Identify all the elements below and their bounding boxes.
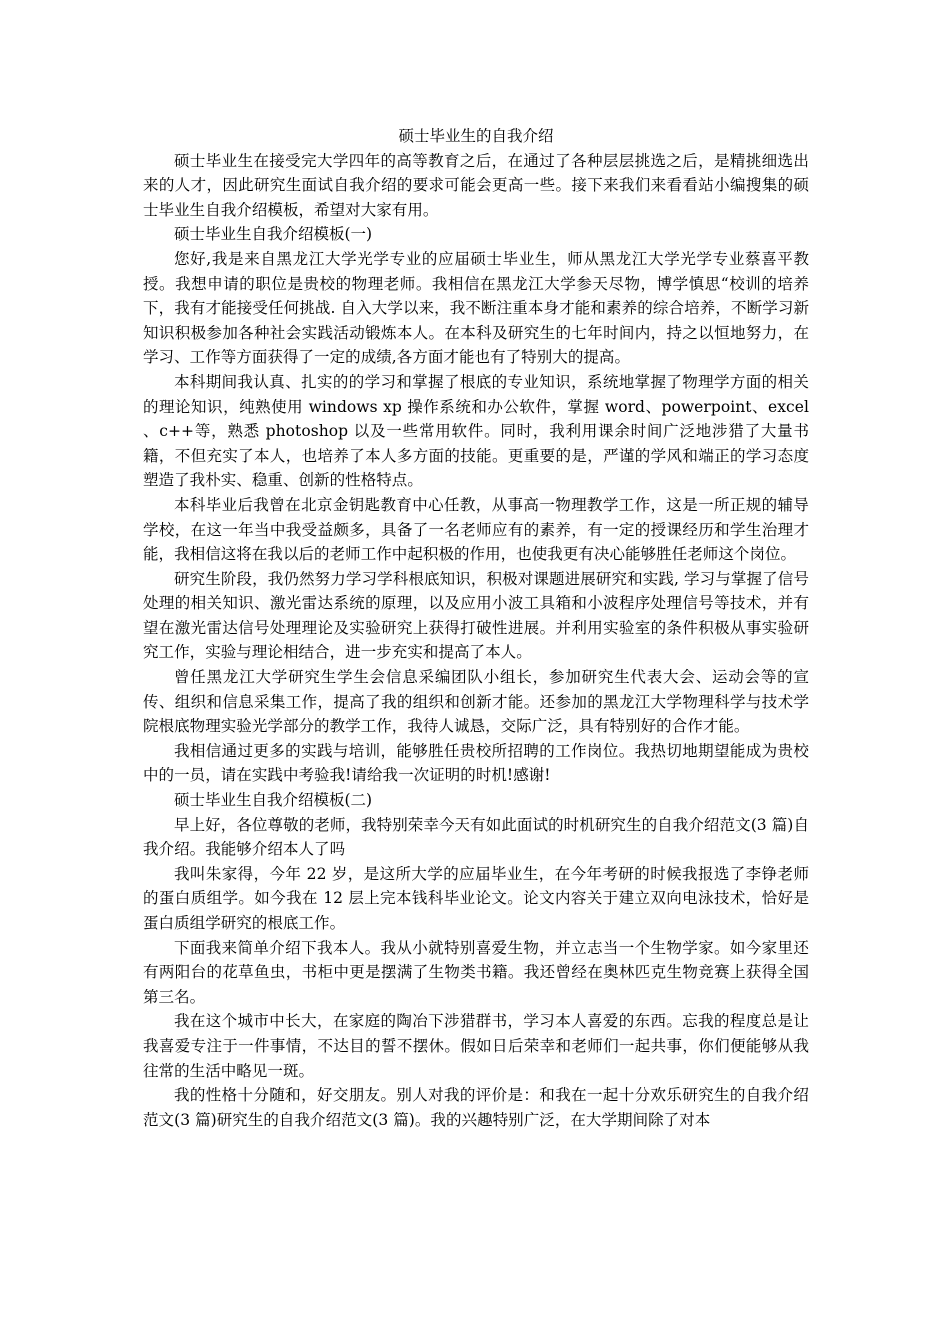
paragraph: 我相信通过更多的实践与培训，能够胜任贵校所招聘的工作岗位。我热切地期望能成为贵校中的一员，请在实践中考验我!请给我一次证明的时机!感谢! bbox=[143, 741, 809, 785]
paragraph: 下面我来简单介绍下我本人。我从小就特别喜爱生物，并立志当一个生物学家。如今家里还有两阳台的花草鱼虫，书柜中更是摆满了生物类书籍。我还曾经在奥林匹克生物竞赛上获得全国第三名。 bbox=[143, 938, 809, 1006]
document-title: 硕士毕业生的自我介绍 bbox=[398, 127, 554, 145]
paragraph: 研究生阶段，我仍然努力学习学科根底知识，积极对课题进展研究和实践, 学习与掌握了信号处理的相关知识、激光雷达系统的原理，以及应用小波工具箱和小波程序处理信号等技术，并有望在激光雷达信号处理理论及实验研究上获得打破性进展。并利用实验室的条件积极从事实验研究工作，实验与理论相结合，进一步充实和提高了本人。 bbox=[143, 569, 809, 662]
intro-paragraph: 硕士毕业生在接受完大学四年的高等教育之后，在通过了各种层层挑选之后，是精挑细选出来的人才，因此研究生面试自我介绍的要求可能会更高一些。接下来我们来看看站小编搜集的硕士毕业生自我介绍模板，希望对大家有用。 bbox=[143, 151, 809, 219]
paragraph: 本科毕业后我曾在北京金钥匙教育中心任教，从事高一物理教学工作，这是一所正规的辅导学校，在这一年当中我受益颇多，具备了一名老师应有的素养，有一定的授课经历和学生治理才能，我相信这将在我以后的老师工作中起积极的作用，也使我更有决心能够胜任老师这个岗位。 bbox=[143, 495, 809, 564]
paragraph: 我在这个城市中长大，在家庭的陶冶下涉猎群书，学习本人喜爱的东西。忘我的程度总是让我喜爱专注于一件事情，不达目的誓不摆休。假如日后荣幸和老师们一起共事，你们便能够从我往常的生活中略见一斑。 bbox=[143, 1012, 809, 1080]
document-page bbox=[143, 124, 809, 1132]
section-heading-template-1: 硕士毕业生自我介绍模板(一) bbox=[174, 225, 373, 244]
section-heading-template-2: 硕士毕业生自我介绍模板(二) bbox=[174, 791, 373, 810]
paragraph: 我叫朱家得，今年 22 岁，是这所大学的应届毕业生，在今年考研的时候我报选了李铮老师的蛋白质组学。如今我在 12 层上完本钱科毕业论文。论文内容关于建立双向电泳技术，恰好是蛋白质组学研究的根底工作。 bbox=[143, 864, 809, 932]
paragraph: 本科期间我认真、扎实的的学习和掌握了根底的专业知识，系统地掌握了物理学方面的相关的理论知识，纯熟使用 windows xp 操作系统和办公软件，掌握 word、powerpoint、excel 、c++等，熟悉 photoshop 以及一些常用软件。同时，我利用课余时间广泛地涉猎了大量书籍，不但充实了本人，也培养了本人多方面的技能。更重要的是，严谨的学风和端正的学习态度塑造了我朴实、稳重、创新的性格特点。 bbox=[143, 372, 809, 490]
paragraph: 我的性格十分随和，好交朋友。别人对我的评价是：和我在一起十分欢乐研究生的自我介绍范文(3 篇)研究生的自我介绍范文(3 篇)。我的兴趣特别广泛，在大学期间除了对本 bbox=[143, 1086, 809, 1129]
paragraph: 您好,我是来自黑龙江大学光学专业的应届硕士毕业生，师从黑龙江大学光学专业蔡喜平教授。我想申请的职位是贵校的物理老师。我相信在黑龙江大学参天尽物，博学慎思“校训的培养下，我有才能接受任何挑战. 自入大学以来，我不断注重本身才能和素养的综合培养，不断学习新知识积极参加各种社会实践活动锻炼本人。在本科及研究生的七年时间内，持之以恒地努力，在学习、工作等方面获得了一定的成绩,各方面才能也有了特别大的提高。 bbox=[143, 249, 809, 367]
paragraph: 曾任黑龙江大学研究生学生会信息采编团队小组长，参加研究生代表大会、运动会等的宣传、组织和信息采集工作，提高了我的组织和创新才能。还参加的黑龙江大学物理科学与技术学院根底物理实验光学部分的教学工作，我待人诚恳，交际广泛，具有特别好的合作才能。 bbox=[143, 668, 809, 736]
paragraph: 早上好，各位尊敬的老师，我特别荣幸今天有如此面试的时机研究生的自我介绍范文(3 篇)自我介绍。我能够介绍本人了吗 bbox=[143, 815, 809, 859]
